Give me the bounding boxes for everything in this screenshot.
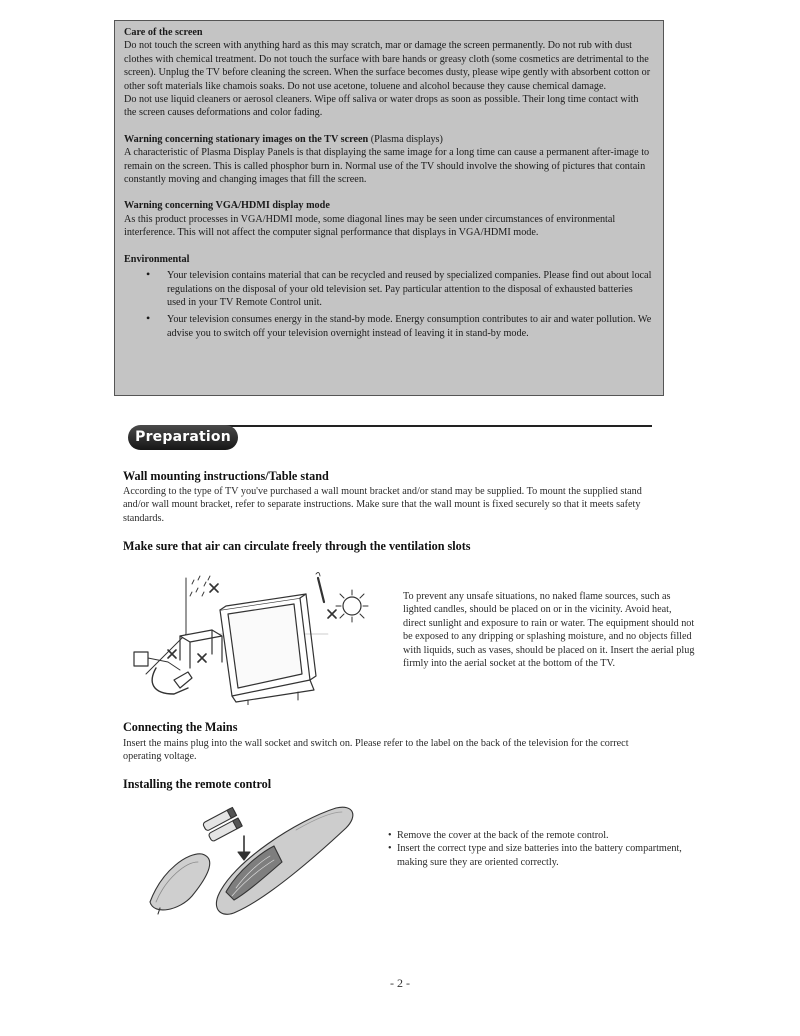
list-item: • Your television contains material that can be recycled and reused by specialized companies. Please find out about local regulations on the disposal of your old television set. Pay particular attention to the disposal of exhausted batteries used in your TV Remote Control unit. (146, 267, 652, 308)
environmental-title: Environmental (124, 253, 190, 265)
stationary-text: A characteristic of Plasma Display Panels is that displaying the same image for a long time can cause a permanent after-image to remain on the screen. This is called phosphor burn in. Normal use of the TV should involve the showing of pictures that contain constantly moving and changing images that fill the screen. (124, 147, 650, 186)
stationary-title (124, 133, 653, 146)
remote-step-2: Insert the correct type and size batteries into the battery compartment, making sure they are oriented correctly. (397, 843, 682, 868)
connecting-mains-title: Connecting the Mains (123, 720, 238, 734)
wall-mounting-text: According to the type of TV you've purchased a wall mount bracket and/or stand may be supplied. To mount the supplied stand and/or wall mount bracket, refer to separate instructions. Make sure that the wall mount is fixed securely so that it meets safety standards. (123, 486, 642, 524)
page-number: - 2 - (390, 976, 410, 990)
environmental-bullet-2: Your television consumes energy in the stand-by mode. Energy consumption contributes to air and water pollution. We advise you to switch off your television overnight instead of leaving it in stand-by mode. (167, 314, 652, 339)
care-title: Care of the screen (124, 27, 203, 38)
ventilation-title: Make sure that air can circulate freely through the ventilation slots (123, 539, 471, 553)
care-text: Do not touch the screen with anything hard as this may scratch, mar or damage the screen permanently. Do not rub with dust clothes with chemical treatment. Do not touch the surface with bare hands or greasy cloth (some cosmetics are detrimental to the screen). Unplug the TV before cleaning the screen. When the surface becomes dusty, please wipe gently with absorbent cotton or other soft materials like chamois soaks. Do not use acetone, toluene and alcohol because they cause chemical damage. (124, 40, 651, 92)
preparation-label: Preparation (128, 425, 238, 450)
stationary-title-text: Warning concerning stationary images on the TV screen (124, 133, 369, 145)
remote-title: Installing the remote control (123, 777, 272, 791)
header-rule (224, 425, 652, 427)
notice-box (114, 20, 664, 396)
connecting-mains-text: Insert the mains plug into the wall socket and switch on. Please refer to the label on the back of the television for the correct operating voltage. (123, 738, 629, 763)
vga-title: Warning concerning VGA/HDMI display mode (124, 200, 330, 212)
environmental-list (124, 269, 653, 340)
preparation-header (124, 423, 652, 451)
ventilation-text: To prevent any unsafe situations, no naked flame sources, such as lighted candles, should be placed on or in the vicinity. Avoid heat, direct sunlight and exposure to rain or water. The equipment should not be exposed to any dripping or splashing moisture, and no objects filled with liquids, such as vases, should be placed on it. Insert the aerial plug firmly into the aerial socket at the bottom of the TV. (403, 591, 695, 670)
environmental-bullet-1: Your television contains material that can be recycled and reused by specialized companies. Please find out about local regulations on the disposal of your old television set. Pay particular attention to the disposal of exhausted batteries used in your TV Remote Control unit. (167, 270, 652, 308)
ventilation-illustration (128, 570, 378, 705)
list-item: • Insert the correct type and size batteries into the battery compartment, making sure they are oriented correctly. (388, 843, 682, 868)
care-text-2: Do not use liquid cleaners or aerosol cleaners. Wipe off saliva or water drops as soon as possible. Their long time contact with the screen causes deformations and color fading. (124, 94, 639, 119)
list-item: • Remove the cover at the back of the remote control. (388, 830, 609, 841)
vga-text: As this product processes in VGA/HDMI mode, some diagonal lines may be seen under circumstances of environmental interference. This will not affect the computer signal performance that displays in VGA/HDMI mode. (124, 213, 616, 239)
list-item: • Your television consumes energy in the stand-by mode. Energy consumption contributes to air and water pollution. We advise you to switch off your television overnight instead of leaving it in stand-by mode. (146, 311, 652, 339)
remote-instructions (388, 829, 688, 869)
remote-control-illustration (140, 800, 360, 920)
wall-mounting-title: Wall mounting instructions/Table stand (123, 469, 329, 483)
stationary-subtitle: (Plasma displays) (370, 133, 443, 145)
remote-step-1: Remove the cover at the back of the remote control. (397, 830, 609, 841)
